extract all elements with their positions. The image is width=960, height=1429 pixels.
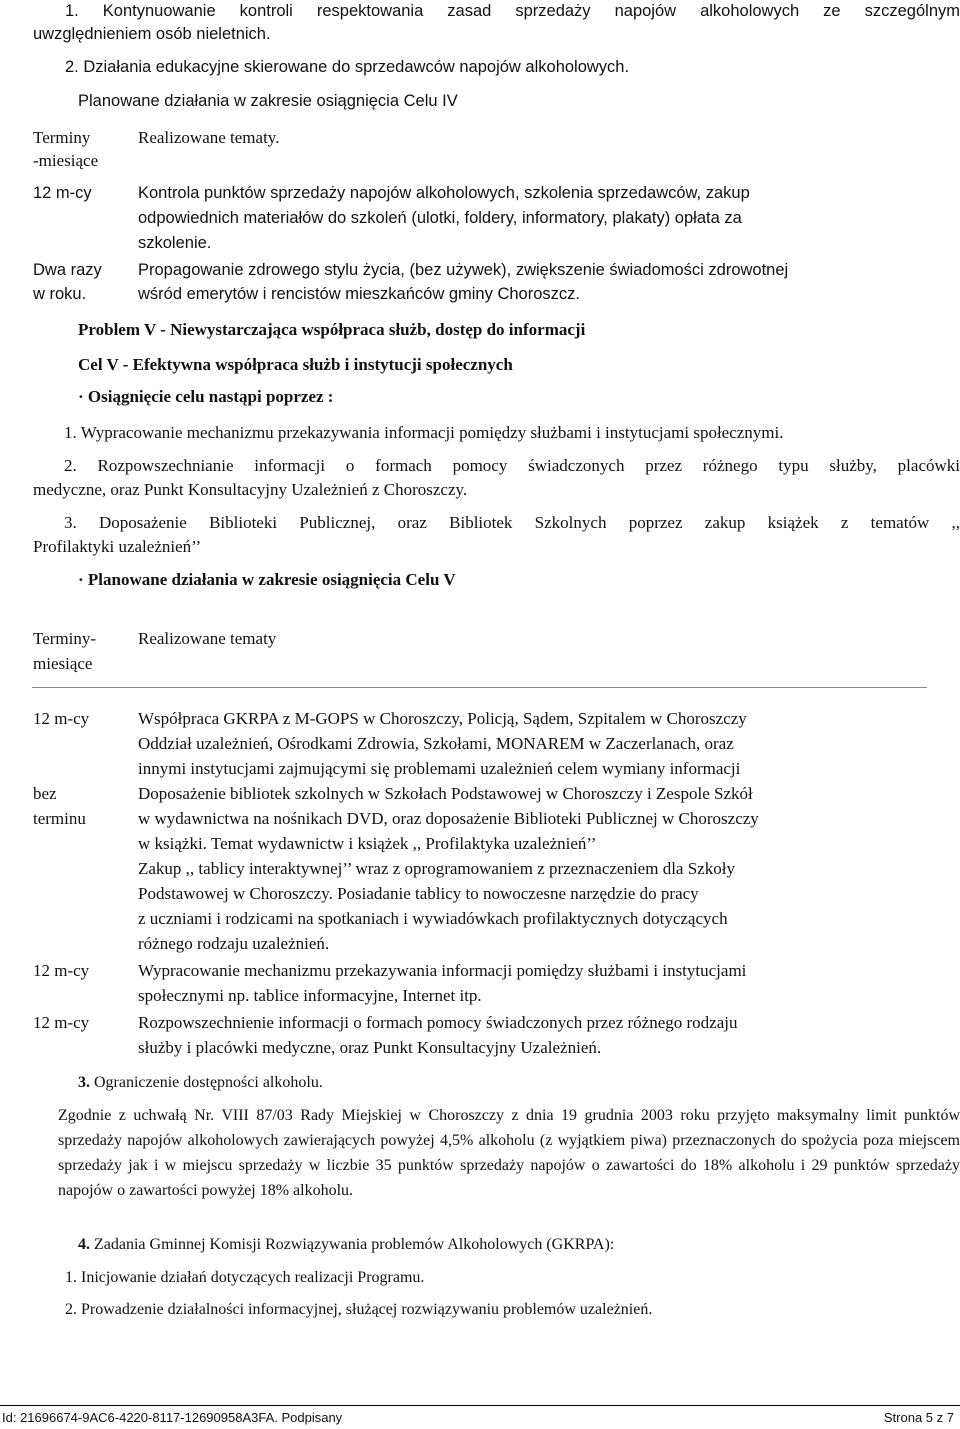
table-v-row1-line2: Oddział uzależnień, Ośrodkami Zdrowia, Szkołami, MONAREM w Zaczerlanach, oraz xyxy=(138,734,734,753)
footer-document-id: Id: 21696674-9AC6-4220-8117-12690958A3FA. Podpisany xyxy=(2,1410,343,1425)
heading-cel-iv: Planowane działania w zakresie osiągnięcia Celu IV xyxy=(78,92,458,110)
table-v-row2-line1: Doposażenie bibliotek szkolnych w Szkołach Podstawowej w Choroszczy i Zespole Szkół xyxy=(138,784,753,803)
table-v-row3-line2: społecznymi np. tablice informacyjne, Internet itp. xyxy=(138,986,482,1005)
section-4-heading xyxy=(78,1235,614,1255)
table-iv-col1-header-line2: -miesiące xyxy=(33,151,99,170)
table-iv-row2-line2: wśród emerytów i rencistów mieszkańców gminy Choroszcz. xyxy=(138,285,580,303)
table-iv-row2-term-line2: w roku. xyxy=(33,285,87,303)
table-iv-row1-line1: Kontrola punktów sprzedaży napojów alkoholowych, szkolenia sprzedawców, zakup xyxy=(138,184,750,202)
table-iv-row1-line3: szkolenie. xyxy=(138,234,212,252)
top-item-1-line-1: 1. Kontynuowanie kontroli respektowania zasad sprzedaży napojów alkoholowych ze szczególnym xyxy=(65,2,960,20)
table-v-row4-line1: Rozpowszechnienie informacji o formach pomocy świadczonych przez różnego rodzaju xyxy=(138,1013,738,1032)
table-iv-col2-header: Realizowane tematy. xyxy=(138,128,280,147)
table-v-row1-line1: Współpraca GKRPA z M-GOPS w Choroszczy, Policją, Sądem, Szpitalem w Choroszczy xyxy=(138,709,747,728)
section-3-number: 3. xyxy=(78,1074,90,1091)
point-v-1: 1. Wypracowanie mechanizmu przekazywania informacji pomiędzy służbami i instytucjami społecznymi. xyxy=(64,423,784,442)
table-iv-col1-header-line1: Terminy xyxy=(33,128,91,147)
page-footer xyxy=(0,1405,960,1429)
table-v-col1-header-line2: miesiące xyxy=(33,654,93,673)
table-iv-row1-line2: odpowiednich materiałów do szkoleń (ulotki, foldery, informatory, plakaty) opłata za xyxy=(138,209,742,227)
section-4-number: 4. xyxy=(78,1236,90,1253)
point-v-3-line1: 3. Doposażenie Biblioteki Publicznej, oraz Bibliotek Szkolnych poprzez zakup książek z tematów ,, xyxy=(64,513,960,532)
footer-page-number: Strona 5 z 7 xyxy=(883,1410,954,1425)
point-v-2-line2: medyczne, oraz Punkt Konsultacyjny Uzależnień z Choroszczy. xyxy=(33,480,468,499)
table-v-row3-line1: Wypracowanie mechanizmu przekazywania informacji pomiędzy służbami i instytucjami xyxy=(138,961,747,980)
section-4-title: Zadania Gminnej Komisji Rozwiązywania problemów Alkoholowych (GKRPA): xyxy=(94,1236,615,1253)
cel-v-heading: Cel V - Efektywna współpraca służb i instytucji społecznych xyxy=(78,355,513,374)
section-4-item-1: 1. Inicjowanie działań dotyczących realizacji Programu. xyxy=(65,1269,425,1286)
table-v-row2-term-line1: bez xyxy=(33,784,57,803)
table-iv-row2-term-line1: Dwa razy xyxy=(33,261,102,279)
section-4-item-2: 2. Prowadzenie działalności informacyjnej, służącej rozwiązywaniu problemów uzależnień. xyxy=(65,1301,653,1318)
table-v-row2-line4: Zakup ,, tablicy interaktywnej’’ wraz z oprogramowaniem z przeznaczeniem dla Szkoły xyxy=(138,859,735,878)
section-3-paragraph: Zgodnie z uchwałą Nr. VIII 87/03 Rady Miejskiej w Choroszczy z dnia 19 grudnia 2003 roku przyjęto maksymalny limit punktów sprzedaży napojów alkoholowych zawierających powyżej 4,5% alkoholu (z wyjątkiem piwa) przeznaczonych do spożycia poza miejscem sprzedaży jak i w miejscu sprzedaży w liczbie 35 punktów sprzedaży napojów o zawartości do 18% alkoholu i 29 punktów sprzedaży napojów o zawartości powyżej 18% alkoholu. xyxy=(58,1107,960,1199)
table-v-row2-line5: Podstawowej w Choroszczy. Posiadanie tablicy to nowoczesne narzędzie do pracy xyxy=(138,884,699,903)
table-v-row2-line2: w wydawnictwa na nośnikach DVD, oraz doposażenie Biblioteki Publicznej w Choroszczy xyxy=(138,809,759,828)
table-iv-row1-term: 12 m-cy xyxy=(33,184,92,202)
table-v-row3-term: 12 m-cy xyxy=(33,961,90,980)
heading-cel-v: · Planowane działania w zakresie osiągnięcia Celu V xyxy=(78,570,456,589)
section-3-title: Ograniczenie dostępności alkoholu. xyxy=(94,1074,323,1091)
table-v-row2-line7: różnego rodzaju uzależnień. xyxy=(138,934,330,953)
table-v-col2-header: Realizowane tematy xyxy=(138,629,277,648)
table-iv-row2-line1: Propagowanie zdrowego stylu życia, (bez używek), zwiększenie świadomości zdrowotnej xyxy=(138,261,789,279)
osiagniecie-heading: · Osiągnięcie celu nastąpi poprzez : xyxy=(78,387,334,406)
table-v-row2-line3: w książki. Temat wydawnictw i książek ,, Profilaktyka uzależnień’’ xyxy=(138,834,597,853)
problem-v-heading: Problem V - Niewystarczająca współpraca służb, dostęp do informacji xyxy=(78,320,586,339)
point-v-2-line1: 2. Rozpowszechnianie informacji o formach pomocy świadczonych przez różnego typu służby, placówki xyxy=(64,456,960,475)
table-v-header-rule xyxy=(32,687,927,688)
point-v-3-line2: Profilaktyki uzależnień’’ xyxy=(33,537,202,556)
top-item-1-line-2: uwzględnieniem osób nieletnich. xyxy=(33,25,271,43)
table-v-row4-line2: służby i placówki medyczne, oraz Punkt Konsultacyjny Uzależnień. xyxy=(138,1038,602,1057)
table-v-row4-term: 12 m-cy xyxy=(33,1013,90,1032)
table-v-row2-line6: z uczniami i rodzicami na spotkaniach i wywiadówkach profilaktycznych dotyczących xyxy=(138,909,728,928)
section-3-heading xyxy=(78,1073,323,1093)
table-v-row2-term-line2: terminu xyxy=(33,809,86,828)
table-v-row1-line3: innymi instytucjami zajmującymi się problemami uzależnień celem wymiany informacji xyxy=(138,759,741,778)
table-v-row1-term: 12 m-cy xyxy=(33,709,90,728)
top-item-2: 2. Działania edukacyjne skierowane do sprzedawców napojów alkoholowych. xyxy=(65,58,630,76)
table-v-col1-header-line1: Terminy- xyxy=(33,629,97,648)
